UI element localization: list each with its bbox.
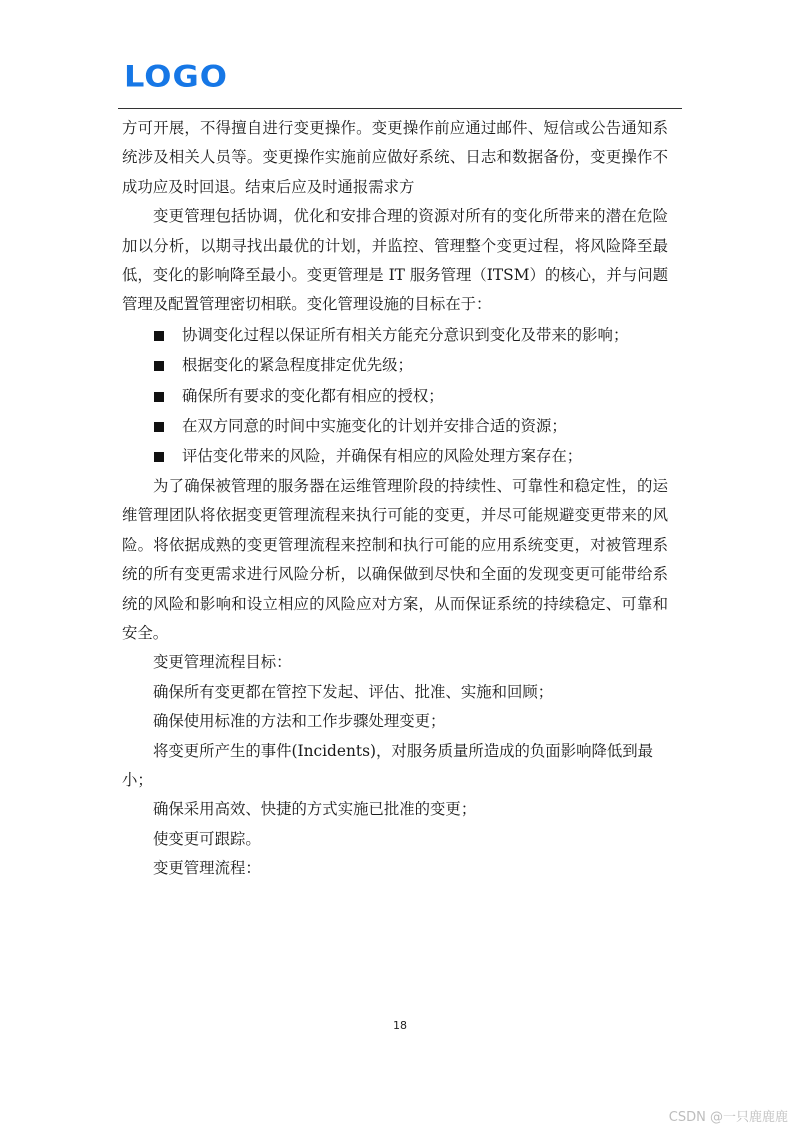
square-bullet-icon — [154, 361, 164, 371]
list-item-text: 根据变化的紧急程度排定优先级； — [182, 356, 413, 375]
page-number: 18 — [393, 1019, 407, 1032]
list-item-text: 在双方同意的时间中实施变化的计划并安排合适的资源； — [182, 417, 567, 436]
watermark: CSDN @一只鹿鹿鹿 — [668, 1110, 788, 1125]
list-item — [122, 320, 668, 350]
goal-item: 确保所有变更都在管控下发起、评估、批准、实施和回顾； — [153, 682, 554, 701]
paragraph-change-operation: 方可开展，不得擅自进行变更操作。变更操作前应通过邮件、短信或公告通知系统涉及相关人员等。变更操作实施前应做好系统、日志和数据备份，变更操作不成功应及时回退。结束后应及时通报需求方 — [122, 119, 668, 196]
list-item — [122, 441, 668, 471]
square-bullet-icon — [154, 392, 164, 402]
logo: LOGO — [124, 58, 228, 94]
list-item-text: 协调变化过程以保证所有相关方能充分意识到变化及带来的影响； — [182, 325, 629, 344]
square-bullet-icon — [154, 422, 164, 432]
goal-item-continuation: 小； — [122, 770, 153, 789]
goal-item: 确保使用标准的方法和工作步骤处理变更； — [153, 712, 446, 731]
square-bullet-icon — [154, 331, 164, 341]
objectives-list — [122, 320, 668, 472]
goal-item: 确保采用高效、快捷的方式实施已批准的变更； — [153, 800, 477, 819]
goal-item: 将变更所产生的事件(Incidents)，对服务质量所造成的负面影响降低到最 — [153, 741, 654, 760]
list-item-text: 评估变化带来的风险，并确保有相应的风险处理方案存在； — [182, 447, 583, 466]
list-item — [122, 381, 668, 411]
square-bullet-icon — [154, 452, 164, 462]
list-item — [122, 411, 668, 441]
list-item-text: 确保所有要求的变化都有相应的授权； — [182, 386, 444, 405]
list-item — [122, 350, 668, 380]
goal-item: 使变更可跟踪。 — [153, 829, 261, 848]
paragraph-ops-team: 为了确保被管理的服务器在运维管理阶段的持续性、可靠性和稳定性，的运维管理团队将依据变更管理流程来执行可能的变更，并尽可能规避变更带来的风险。将依据成熟的变更管理流程来控制和执行可能的应用系统变更，对被管理系统的所有变更需求进行风险分析，以确保做到尽快和全面的发现变更可能带给系统的风险和影响和设立相应的风险应对方案，从而保证系统的持续稳定、可靠和安全。 — [122, 476, 668, 642]
goals-heading: 变更管理流程目标： — [153, 653, 292, 672]
paragraph-change-management-intro: 变更管理包括协调，优化和安排合理的资源对所有的变化所带来的潜在危险加以分析，以期寻找出最优的计划，并监控、管理整个变更过程，将风险降至最低，变化的影响降至最小。变更管理是 IT 服务管理（ITSM）的核心，并与问题管理及配置管理密切相联。变化管理设施的目标在于： — [122, 207, 668, 314]
process-heading: 变更管理流程： — [153, 859, 261, 878]
document-body — [122, 114, 668, 884]
header-divider — [118, 108, 682, 109]
